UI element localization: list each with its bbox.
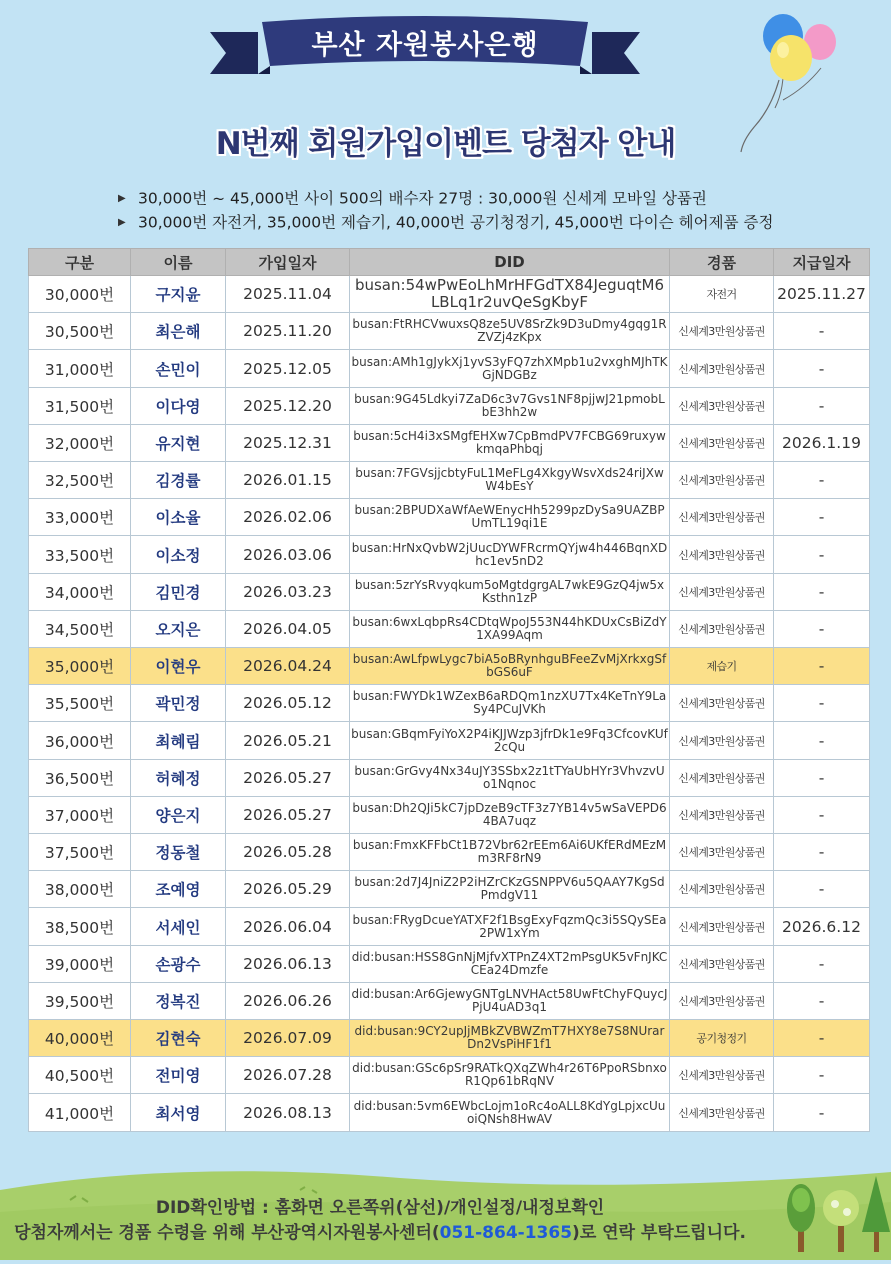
cell-join-date: 2026.04.05: [226, 610, 350, 647]
cell-did: did:busan:9CY2upJjMBkZVBWZmT7HXY8e7S8NUrarDn2VsPiHF1f1: [350, 1020, 670, 1057]
cell-paid-date: -: [774, 722, 870, 759]
cell-did: busan:6wxLqbpRs4CDtqWpoJ553N44hKDUxCsBiZdY1XA99Aqm: [350, 610, 670, 647]
cell-paid-date: -: [774, 1057, 870, 1094]
cell-did: busan:5zrYsRvyqkum5oMgtdgrgAL7wkE9GzQ4jw5xKsthn1zP: [350, 573, 670, 610]
cell-prize: 신세계3만원상품권: [670, 424, 774, 461]
cell-prize: 신세계3만원상품권: [670, 313, 774, 350]
cell-join-date: 2026.05.28: [226, 834, 350, 871]
cell-paid-date: -: [774, 1020, 870, 1057]
cell-did: busan:AMh1gJykXj1yvS3yFQ7zhXMpb1u2vxghMJhTKGjNDGBz: [350, 350, 670, 387]
header-name: 이름: [131, 249, 226, 276]
table-row: [29, 313, 870, 350]
cell-prize: 신세계3만원상품권: [670, 834, 774, 871]
cell-prize: 신세계3만원상품권: [670, 610, 774, 647]
table-row: [29, 759, 870, 796]
cell-paid-date: -: [774, 759, 870, 796]
cell-join-date: 2025.11.20: [226, 313, 350, 350]
cell-number: 34,500번: [29, 610, 131, 647]
cell-name: 손광수: [131, 945, 226, 982]
table-row: [29, 945, 870, 982]
table-row: [29, 834, 870, 871]
cell-number: 38,000번: [29, 871, 131, 908]
table-row: [29, 573, 870, 610]
cell-name: 전미영: [131, 1057, 226, 1094]
cell-prize: 제습기: [670, 648, 774, 685]
cell-number: 36,000번: [29, 722, 131, 759]
cell-paid-date: -: [774, 313, 870, 350]
header-number: 구분: [29, 249, 131, 276]
cell-paid-date: 2026.1.19: [774, 424, 870, 461]
cell-prize: 신세계3만원상품권: [670, 908, 774, 945]
cell-paid-date: -: [774, 945, 870, 982]
cell-join-date: 2026.03.06: [226, 536, 350, 573]
cell-number: 33,000번: [29, 499, 131, 536]
table-row: [29, 1020, 870, 1057]
cell-join-date: 2026.05.29: [226, 871, 350, 908]
cell-join-date: 2026.07.09: [226, 1020, 350, 1057]
cell-did: busan:FRygDcueYATXF2f1BsgExyFqzmQc3i5SQySEa2PW1xYm: [350, 908, 670, 945]
cell-name: 오지은: [131, 610, 226, 647]
cell-name: 유지현: [131, 424, 226, 461]
cell-did: busan:FmxKFFbCt1B72Vbr62rEEm6Ai6UKfERdMEzMm3RF8rN9: [350, 834, 670, 871]
cell-name: 최서영: [131, 1094, 226, 1132]
winners-table: [28, 248, 870, 1132]
cell-prize: 신세계3만원상품권: [670, 350, 774, 387]
phone-number[interactable]: 051-864-1365: [439, 1223, 573, 1243]
table-row: [29, 387, 870, 424]
cell-prize: 신세계3만원상품권: [670, 462, 774, 499]
header-prize: 경품: [670, 249, 774, 276]
cell-join-date: 2026.08.13: [226, 1094, 350, 1132]
cell-paid-date: -: [774, 648, 870, 685]
cell-name: 김민경: [131, 573, 226, 610]
cell-did: busan:FtRHCVwuxsQ8ze5UV8SrZk9D3uDmy4gqg1RZVZj4zKpx: [350, 313, 670, 350]
cell-name: 김경률: [131, 462, 226, 499]
cell-join-date: 2026.06.04: [226, 908, 350, 945]
cell-did: busan:2BPUDXaWfAeWEnycHh5299pzDySa9UAZBPUmTL19qi1E: [350, 499, 670, 536]
cell-name: 이소율: [131, 499, 226, 536]
table-row: [29, 1057, 870, 1094]
cell-paid-date: -: [774, 462, 870, 499]
table-header-row: [29, 249, 870, 276]
title-ribbon: [210, 14, 640, 86]
cell-number: 37,500번: [29, 834, 131, 871]
cell-did: busan:9G45Ldkyi7ZaD6c3v7Gvs1NF8pjjwJ21pmobLbE3hh2w: [350, 387, 670, 424]
cell-join-date: 2026.05.27: [226, 796, 350, 833]
cell-number: 32,500번: [29, 462, 131, 499]
cell-paid-date: -: [774, 350, 870, 387]
cell-name: 이다영: [131, 387, 226, 424]
cell-join-date: 2026.05.12: [226, 685, 350, 722]
cell-join-date: 2026.06.26: [226, 982, 350, 1019]
triangle-bullet-icon: ▶: [118, 216, 126, 228]
table-row: [29, 1094, 870, 1132]
cell-name: 양은지: [131, 796, 226, 833]
table-row: [29, 685, 870, 722]
cell-paid-date: -: [774, 499, 870, 536]
cell-paid-date: -: [774, 573, 870, 610]
cell-join-date: 2025.12.31: [226, 424, 350, 461]
cell-name: 이현우: [131, 648, 226, 685]
cell-prize: 신세계3만원상품권: [670, 759, 774, 796]
cell-join-date: 2026.02.06: [226, 499, 350, 536]
table-row: [29, 796, 870, 833]
cell-number: 30,500번: [29, 313, 131, 350]
cell-paid-date: -: [774, 796, 870, 833]
cell-prize: 신세계3만원상품권: [670, 982, 774, 1019]
cell-prize: 신세계3만원상품권: [670, 499, 774, 536]
cell-join-date: 2026.03.23: [226, 573, 350, 610]
table-row: [29, 982, 870, 1019]
cell-join-date: 2026.07.28: [226, 1057, 350, 1094]
cell-join-date: 2026.04.24: [226, 648, 350, 685]
cell-did: did:busan:5vm6EWbcLojm1oRc4oALL8KdYgLpjxcUuoiQNsh8HwAV: [350, 1094, 670, 1132]
cell-name: 구지윤: [131, 276, 226, 313]
cell-number: 38,500번: [29, 908, 131, 945]
table-row: [29, 871, 870, 908]
cell-join-date: 2025.11.04: [226, 276, 350, 313]
cell-number: 32,000번: [29, 424, 131, 461]
table-row: [29, 610, 870, 647]
cell-paid-date: -: [774, 610, 870, 647]
cell-number: 40,500번: [29, 1057, 131, 1094]
header-did: DID: [350, 249, 670, 276]
cell-paid-date: -: [774, 871, 870, 908]
cell-number: 35,500번: [29, 685, 131, 722]
table-row: [29, 424, 870, 461]
cell-name: 정복진: [131, 982, 226, 1019]
cell-number: 39,000번: [29, 945, 131, 982]
table-row: [29, 536, 870, 573]
cell-did: busan:AwLfpwLygc7biA5oBRynhguBFeeZvMjXrkxgSfbGS6uF: [350, 648, 670, 685]
table-row: [29, 722, 870, 759]
table-row: [29, 648, 870, 685]
cell-join-date: 2026.05.27: [226, 759, 350, 796]
cell-prize: 신세계3만원상품권: [670, 685, 774, 722]
cell-number: 40,000번: [29, 1020, 131, 1057]
cell-paid-date: 2025.11.27: [774, 276, 870, 313]
table-row: [29, 462, 870, 499]
cell-prize: 신세계3만원상품권: [670, 1094, 774, 1132]
cell-did: busan:2d7J4JniZ2P2iHZrCKzGSNPPV6u5QAAY7KgSdPmdgV11: [350, 871, 670, 908]
table-row: [29, 276, 870, 313]
cell-prize: 자전거: [670, 276, 774, 313]
cell-number: 31,000번: [29, 350, 131, 387]
cell-prize: 신세계3만원상품권: [670, 871, 774, 908]
cell-did: did:busan:GSc6pSr9RATkQXqZWh4r26T6PpoRSbnxoR1Qp61bRqNV: [350, 1057, 670, 1094]
cell-did: busan:54wPwEoLhMrHFGdTX84JeguqtM6LBLq1r2uvQeSgKbyF: [350, 276, 670, 313]
cell-number: 36,500번: [29, 759, 131, 796]
cell-number: 34,000번: [29, 573, 131, 610]
cell-number: 35,000번: [29, 648, 131, 685]
trees-illustration: [780, 1170, 891, 1260]
table-row: [29, 908, 870, 945]
event-description: [118, 186, 838, 234]
cell-did: busan:GBqmFyiYoX2P4iKJJWzp3jfrDk1e9Fq3CfcovKUf2cQu: [350, 722, 670, 759]
cell-number: 39,500번: [29, 982, 131, 1019]
cell-number: 30,000번: [29, 276, 131, 313]
cell-name: 서세인: [131, 908, 226, 945]
cell-paid-date: -: [774, 536, 870, 573]
cell-did: busan:7FGVsjjcbtyFuL1MeFLg4XkgyWsvXds24riJXwW4bEsY: [350, 462, 670, 499]
cell-number: 41,000번: [29, 1094, 131, 1132]
cell-name: 허혜정: [131, 759, 226, 796]
cell-prize: 신세계3만원상품권: [670, 536, 774, 573]
cell-did: busan:GrGvy4Nx34uJY3SSbx2z1tTYaUbHYr3VhvzvUo1Nqnoc: [350, 759, 670, 796]
cell-paid-date: -: [774, 834, 870, 871]
cell-join-date: 2025.12.05: [226, 350, 350, 387]
contact-instructions: 당첨자께서는 경품 수령을 위해 부산광역시자원봉사센터(051-864-1365)로 연락 부탁드립니다.: [14, 1223, 746, 1243]
cell-name: 정동철: [131, 834, 226, 871]
cell-did: busan:HrNxQvbW2jUucDYWFRcrmQYjw4h446BqnXDhc1ev5nD2: [350, 536, 670, 573]
cell-did: did:busan:Ar6GjewyGNTgLNVHAct58UwFtChyFQuycJPjU4uAD3q1: [350, 982, 670, 1019]
header-paid-date: 지급일자: [774, 249, 870, 276]
table-row: [29, 350, 870, 387]
cell-did: busan:FWYDk1WZexB6aRDQm1nzXU7Tx4KeTnY9LaSy4PCuJVKh: [350, 685, 670, 722]
cell-paid-date: -: [774, 1094, 870, 1132]
cell-join-date: 2026.05.21: [226, 722, 350, 759]
cell-did: did:busan:HSS8GnNjMjfvXTPnZ4XT2mPsgUK5vFnJKCCEa24Dmzfe: [350, 945, 670, 982]
cell-did: busan:5cH4i3xSMgfEHXw7CpBmdPV7FCBG69ruxywkmqaPhbqj: [350, 424, 670, 461]
cell-prize: 신세계3만원상품권: [670, 573, 774, 610]
cell-did: busan:Dh2QJi5kC7jpDzeB9cTF3z7YB14v5wSaVEPD64BA7uqz: [350, 796, 670, 833]
cell-number: 33,500번: [29, 536, 131, 573]
bullet-item: ▶ 30,000번 ~ 45,000번 사이 500의 배수자 27명 : 30,000원 신세계 모바일 상품권: [118, 186, 838, 210]
cell-prize: 신세계3만원상품권: [670, 387, 774, 424]
organization-title: 부산 자원봉사은행: [311, 30, 539, 61]
header-join-date: 가입일자: [226, 249, 350, 276]
cell-prize: 공기청정기: [670, 1020, 774, 1057]
cell-prize: 신세계3만원상품권: [670, 722, 774, 759]
cell-paid-date: -: [774, 685, 870, 722]
cell-prize: 신세계3만원상품권: [670, 1057, 774, 1094]
cell-name: 최은해: [131, 313, 226, 350]
triangle-bullet-icon: ▶: [118, 192, 126, 204]
cell-name: 조예영: [131, 871, 226, 908]
cell-join-date: 2026.06.13: [226, 945, 350, 982]
cell-number: 37,000번: [29, 796, 131, 833]
cell-join-date: 2026.01.15: [226, 462, 350, 499]
cell-name: 최혜림: [131, 722, 226, 759]
cell-prize: 신세계3만원상품권: [670, 945, 774, 982]
bullet-item: ▶ 30,000번 자전거, 35,000번 제습기, 40,000번 공기청정기, 45,000번 다이슨 헤어제품 증정: [118, 210, 838, 234]
cell-name: 곽민정: [131, 685, 226, 722]
cell-paid-date: -: [774, 982, 870, 1019]
table-row: [29, 499, 870, 536]
cell-paid-date: 2026.6.12: [774, 908, 870, 945]
page-title: N번째 회원가입이벤트 당첨자 안내: [215, 126, 676, 162]
cell-name: 김현숙: [131, 1020, 226, 1057]
cell-number: 31,500번: [29, 387, 131, 424]
cell-join-date: 2025.12.20: [226, 387, 350, 424]
cell-name: 이소정: [131, 536, 226, 573]
did-check-instructions: DID확인방법 : 홈화면 오른쪽위(삼선)/개인설정/내정보확인: [155, 1198, 605, 1218]
cell-paid-date: -: [774, 387, 870, 424]
cell-name: 손민이: [131, 350, 226, 387]
cell-prize: 신세계3만원상품권: [670, 796, 774, 833]
